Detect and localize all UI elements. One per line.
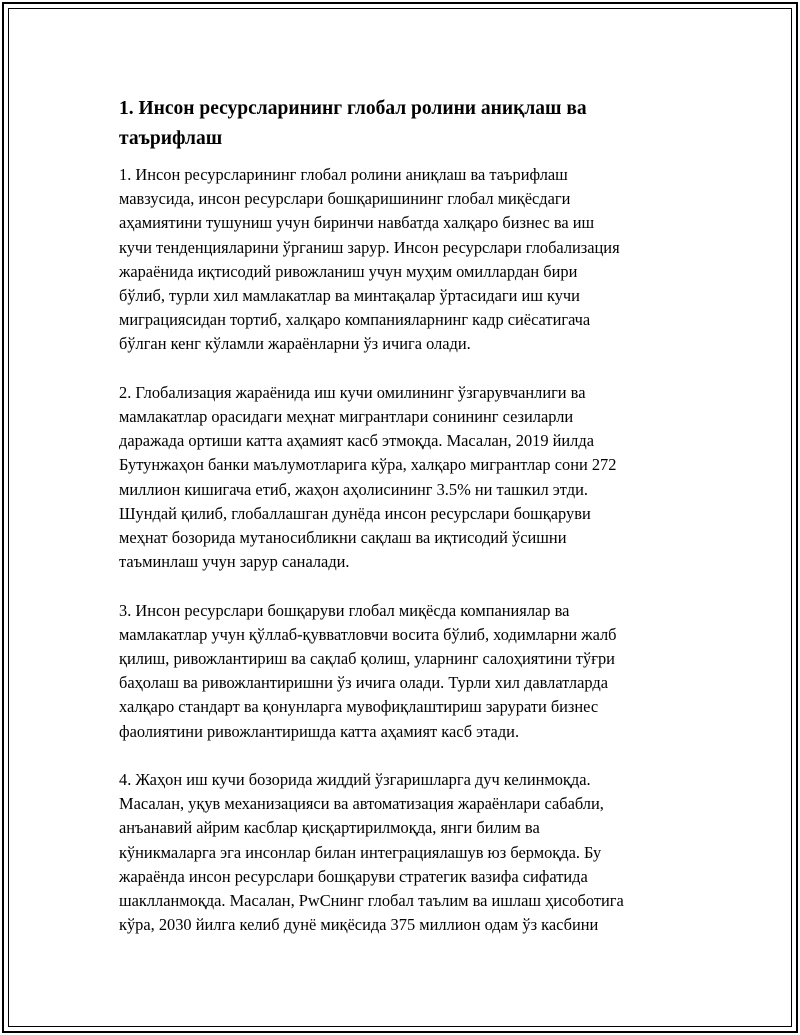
paragraph-3: 3. Инсон ресурслари бошқаруви глобал миқёсда компаниялар ва мамлакатлар учун қўллаб-қувватловчи восита бўлиб, ходимларни жалб қилиш, ривожлантириш ва сақлаб қолиш, уларнинг салоҳиятини тўғри баҳолаш ва ривожлантиришни ўз ичига олади. Турли хил давлатларда халқаро стандарт ва қонунларга мувофиқлаштириш зарурати бизнес фаолиятини ривожлантиришда катта аҳамият касб этади. bbox=[119, 600, 617, 741]
paragraph-2: 2. Глобализация жараёнида иш кучи омилининг ўзгарувчанлиги ва мамлакатлар орасидаги меҳнат мигрантлари сонининг сезиларли даражада ортиши катта аҳамият касб этмоқда. Масалан, 2019 йилда Бутунжаҳон банки маълумотларига кўра, халқаро мигрантлар сони 272 миллион кишигача етиб, жаҳон аҳолисининг 3.5% ни ташкил этди. Шундай қилиб, глобаллашган дунёда инсон ресурслари бошқаруви меҳнат бозорида мутаносибликни сақлаш ва иқтисодий ўсишни таъминлаш учун зарур саналади. bbox=[119, 382, 617, 572]
section-heading: 1. Инсон ресурсларининг глобал ролини аниқлаш ва таърифлаш bbox=[119, 98, 587, 149]
document-page bbox=[2, 2, 798, 1033]
paragraph-4: 4. Жаҳон иш кучи бозорида жиддий ўзгаришларга дуч келинмоқда. Масалан, уқув механизацияси ва автоматизация жараёнлари сабабли, анъанавий айрим касблар қисқартирилмоқда, янги билим ва кўникмаларга эга инсонлар билан интеграциялашув юз бермоқда. Бу жараёнда инсон ресурслари бошқаруви стратегик вазифа сифатида шаклланмоқда. Масалан, PwСнинг глобал таълим ва ишлаш ҳисоботига кўра, 2030 йилга келиб дунё миқёсида 375 миллион одам ўз касбини bbox=[119, 770, 624, 935]
document-body bbox=[119, 94, 679, 962]
paragraph-1: 1. Инсон ресурсларининг глобал ролини аниқлаш ва таърифлаш мавзусида, инсон ресурслари бошқаришининг глобал миқёсдаги аҳамиятини тушуниш учун биринчи навбатда халқаро бизнес ва иш кучи тенденцияларини ўрганиш зарур. Инсон ресурслари глобализация жараёнида иқтисодий ривожланиш учун муҳим омиллардан бири бўлиб, турли хил мамлакатлар ва минтақалар ўртасидаги иш кучи миграциясидан тортиб, халқаро компанияларнинг кадр сиёсатигача бўлган кенг кўламли жараёнларни ўз ичига олади. bbox=[119, 165, 620, 354]
